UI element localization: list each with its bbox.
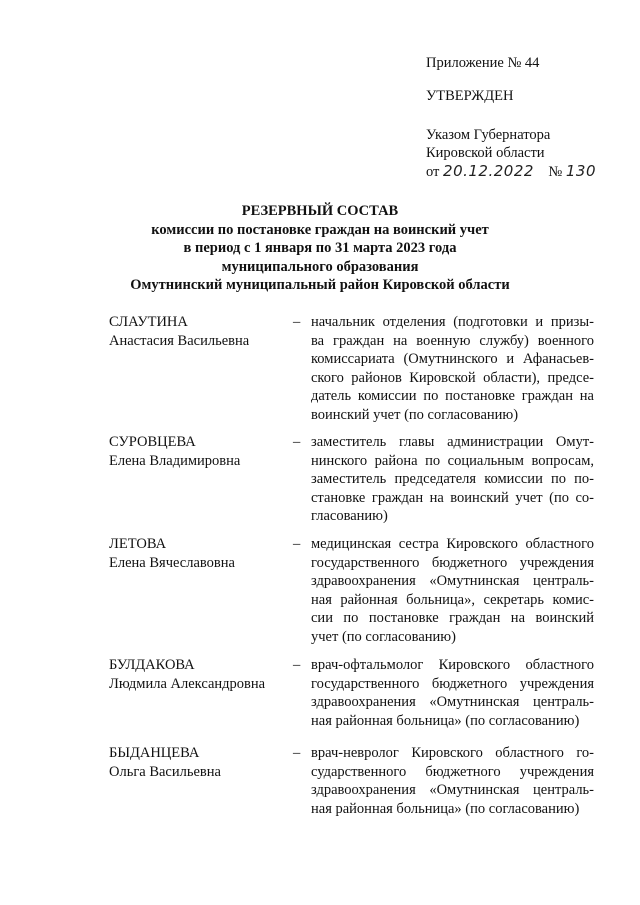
role-line: становке граждан на воинский учет (по со-: [311, 489, 594, 506]
role-line: здравоохранения «Омутнинская централь-: [311, 573, 594, 589]
member-dash: –: [293, 745, 301, 761]
role-line: сударственного бюджетного учреждения: [311, 763, 594, 780]
member-surname: СУРОВЦЕВА: [109, 434, 196, 450]
role-line: врач-офтальмолог Кировского областного: [311, 657, 594, 673]
member-surname: БЫДАНЦЕВА: [109, 745, 200, 761]
role-line: ная районная больница», секретарь комис-: [311, 591, 594, 608]
approval-block: [426, 54, 596, 181]
document-title: [0, 202, 640, 295]
role-line: государственного бюджетного учреждения: [311, 554, 594, 571]
appendix-number: Приложение № 44: [426, 55, 540, 71]
decree-line-2: Кировской области: [426, 145, 545, 161]
member-role: [311, 656, 594, 730]
member-dash: –: [293, 536, 301, 552]
title-line-1: РЕЗЕРВНЫЙ СОСТАВ: [241, 203, 399, 219]
role-line: нинского района по социальным вопросам,: [311, 452, 594, 469]
role-line: ная районная больница» (по согласованию): [311, 712, 580, 729]
title-line-5: Омутнинский муниципальный район Кировской области: [130, 277, 510, 293]
member-role: [311, 535, 594, 646]
member-dash: –: [293, 314, 301, 330]
role-line: медицинская сестра Кировского областного: [311, 536, 594, 552]
member-dash: –: [293, 657, 301, 673]
member-surname: БУЛДАКОВА: [109, 657, 195, 673]
role-line: государственного бюджетного учреждения: [311, 675, 594, 692]
member-name: [109, 744, 284, 781]
role-line: гласованию): [311, 508, 388, 524]
member-dash: –: [293, 434, 301, 450]
role-line: сии по постановке граждан на воинский: [311, 610, 594, 626]
number-prefix: №: [548, 164, 563, 180]
handwritten-number: 130: [565, 162, 597, 180]
member-name: [109, 656, 284, 693]
member-name: [109, 313, 284, 350]
member-role: [311, 744, 594, 818]
role-line: ная районная больница» (по согласованию): [311, 800, 580, 817]
member-given-names: Ольга Васильевна: [109, 763, 221, 780]
role-line: заместитель председателя комиссии по по-: [311, 471, 594, 487]
role-line: ского районов Кировской области), предсе-: [311, 369, 594, 386]
decree-date-line: [426, 162, 596, 181]
member-given-names: Елена Вячеславовна: [109, 554, 235, 571]
approved-label: УТВЕРЖДЕН: [426, 88, 514, 104]
role-line: начальник отделения (подготовки и призы-: [311, 314, 594, 330]
role-line: датель комиссии по постановке граждан на: [311, 388, 594, 404]
member-surname: ЛЕТОВА: [109, 536, 167, 552]
role-line: воинский учет (по согласованию): [311, 406, 519, 423]
decree-line-1: Указом Губернатора: [426, 127, 551, 143]
member-name: [109, 433, 284, 470]
handwritten-date: 20.12.2022: [443, 162, 534, 180]
member-name: [109, 535, 284, 572]
role-line: комиссариата (Омутнинского и Афанасьев-: [311, 351, 594, 367]
role-line: здравоохранения «Омутнинская централь-: [311, 694, 594, 710]
title-line-2: комиссии по постановке граждан на воинский учет: [151, 221, 489, 238]
role-line: здравоохранения «Омутнинская централь-: [311, 782, 594, 798]
role-line: учет (по согласованию): [311, 628, 456, 645]
role-line: ва граждан на военную службу) военного: [311, 332, 594, 349]
member-role: [311, 433, 594, 526]
role-line: заместитель главы администрации Омут-: [311, 434, 594, 450]
title-line-3: в период с 1 января по 31 марта 2023 года: [183, 240, 457, 256]
title-line-4: муниципального образования: [221, 258, 419, 275]
role-line: врач-невролог Кировского областного го-: [311, 745, 594, 761]
member-given-names: Анастасия Васильевна: [109, 332, 250, 349]
member-surname: СЛАУТИНА: [109, 314, 188, 330]
member-role: [311, 313, 594, 424]
member-given-names: Людмила Александровна: [109, 675, 266, 692]
date-prefix: от: [426, 164, 440, 180]
member-given-names: Елена Владимировна: [109, 452, 241, 469]
